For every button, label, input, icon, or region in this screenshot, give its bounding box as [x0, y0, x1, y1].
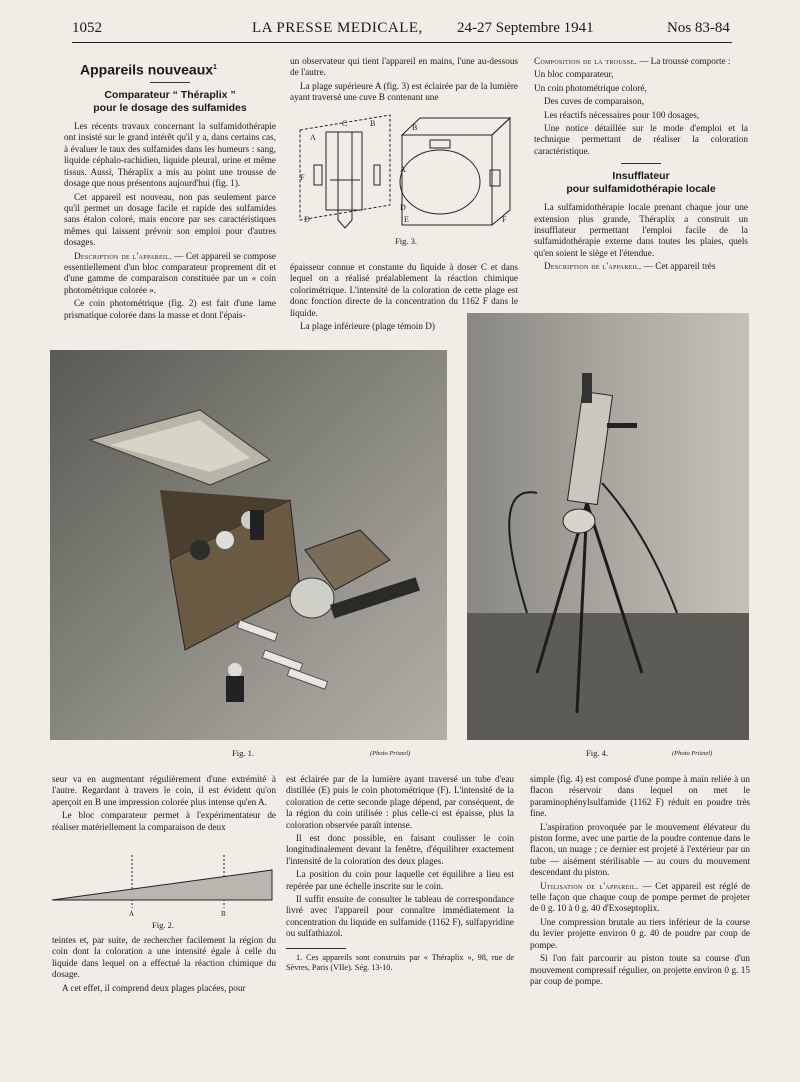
fig3-label: A	[310, 133, 316, 142]
column-1-top	[64, 58, 276, 323]
paragraph: Le bloc comparateur permet à l'expérimentateur de réaliser matériellement la comparaison de deux	[52, 810, 276, 832]
figure-1-credit: (Photo Prisnel)	[370, 750, 411, 757]
fig3-label: F	[300, 173, 305, 182]
paragraph: Utilisation de l'appareil. — Cet appareil est réglé de telle façon que chaque coup de pompe permet de projeter de 0 g. 10 à 0 g. 40 d'Exoseptoplix.	[530, 880, 750, 914]
column-3-bottom	[530, 774, 750, 989]
figure-3-diagram	[290, 110, 518, 240]
column-1-bottom	[52, 774, 276, 835]
paragraph: La plage inférieure (plage témoin D)	[300, 321, 435, 332]
figure-2-diagram	[52, 850, 276, 920]
fig2-label-a: A	[129, 910, 135, 918]
page-header	[72, 20, 732, 43]
issue-date: 24-27 Septembre 1941	[457, 20, 594, 36]
divider	[150, 82, 190, 83]
fig3-label: B	[370, 119, 376, 128]
paragraph: La sulfamidothérapie locale prenant chaque jour une extension plus grande, Théraplix a construit un insufflateur permettant l'emploi facile de la sulfamidothérapie externe dans toutes les plaies, quels qu'en soient le siège et l'étendue.	[534, 202, 748, 258]
composition-item: Un coin photométrique coloré,	[534, 82, 647, 93]
composition-item: Une notice détaillée sur le mode d'emploi et la technique permettant de réaliser la coloration caractéristique.	[534, 123, 748, 156]
paragraph: Description de l'appareil. — Cet appareil se compose essentiellement d'un bloc comparateur proprement dit et d'une gamme de comparaison constituée par un « coin photométrique colorée ».	[64, 250, 277, 295]
fig3-label: C	[342, 119, 348, 128]
paragraph: Description de l'appareil. — Cet appareil très	[544, 261, 716, 272]
paragraph: un observateur qui tient l'appareil en mains, l'une au-dessous de l'autre.	[290, 56, 518, 78]
composition-item: Les réactifs nécessaires pour 100 dosages,	[544, 109, 700, 120]
paragraph: Les récents travaux concernant la sulfamidothérapie ont insisté sur le grand intérêt qu'il y a, dans certains cas, à évaluer le taux des sulfamides dans les humeurs : sang, liquide céphalo-rachidien, liquide pleural, urine et même tissus. Aussi, Théraplix a mis au point une trousse de dosage que nous présentons aujourd'hui (fig. 1).	[64, 121, 276, 189]
section-title: Appareils nouveaux$^1$	[80, 61, 217, 78]
paragraph: seur va en augmentant régulièrement d'une extrémité à l'autre. Regardant à travers le coin, il est évident qu'on aperçoit en B une impression colorée plus intense qu'en A.	[52, 774, 276, 807]
composition-item: Des cuves de comparaison,	[544, 96, 645, 107]
figure-1-photo	[50, 350, 447, 740]
column-1-end	[52, 935, 276, 996]
fig3-label: F	[502, 215, 507, 224]
paragraph: Il suffit ensuite de consulter le tableau de correspondance livré avec l'appareil pour connaître immédiatement la concentration du liquide en sulfamide (1162 F), sulfapyridine ou sulfathiazol.	[286, 894, 514, 939]
composition-item: Un bloc comparateur,	[534, 69, 614, 80]
divider	[621, 163, 661, 164]
column-2-bottom	[286, 774, 514, 975]
column-3-top	[534, 56, 748, 275]
figure-4-credit: (Photo Prisnel)	[672, 750, 713, 757]
paragraph: L'aspiration provoquée par le mouvement élévateur du piston forme, avec une partie de la poudre contenue dans le flacon, un nuage ; ce dernier est projeté à l'extérieur par un tube — aisément stérilisable — au cours du mouvement descendant du piston.	[530, 821, 750, 878]
footnote-divider	[286, 948, 346, 949]
figure-2-caption: Fig. 2.	[152, 920, 174, 930]
fig3-label: B	[412, 123, 418, 132]
fig3-label: D	[400, 203, 406, 212]
figure-3-caption: Fig. 3.	[395, 236, 417, 246]
footnote: 1. Ces appareils sont construits par « Théraplix », 98, rue de Sèvres, Paris (VIIe). Ség. 13-10.	[286, 952, 514, 972]
paragraph: Cet appareil est nouveau, non pas seulement parce qu'il permet un dosage facile et rapide des sulfamides sans étalon coloré, mais encore par ses caractéristiques mêmes qui laissent prévoir son emploi pour d'autres dosages.	[64, 191, 276, 248]
article1-title: Comparateur “ Théraplix ” pour le dosage des sulfamides	[93, 89, 247, 115]
paragraph: Si l'on fait parcourir au piston toute sa course d'un mouvement compressif régulier, on projette environ 0 g. 15 par coup de pompe.	[530, 953, 750, 986]
composition-intro: Composition de la trousse. — La trousse comporte :	[534, 56, 731, 66]
paragraph: Une compression brutale au tiers inférieur de la course du levier projette environ 0 g. 40 de poudre par coup de pompe.	[530, 916, 750, 950]
paragraph: est éclairée par de la lumière ayant traversé un tube d'eau distillée (E) puis le coin photométrique (F). L'intensité de la coloration de cette seconde plage dépend, par conséquent, de la région du coin utilisée : plus celle-ci est épaisse, plus la coloration observée paraît intense.	[286, 774, 514, 830]
paragraph: simple (fig. 4) est composé d'une pompe à main reliée à un flacon réservoir dans lequel on met le paraminophénylsulfamide (1162 F) réduit en poudre très fine.	[530, 774, 750, 819]
column-2-top	[290, 56, 518, 106]
paragraph: teintes et, par suite, de rechercher facilement la région du coin dont la coloration a une intensité égale à celle du liquide dans lequel on a effectué la réaction chimique du dosage.	[52, 935, 276, 980]
paragraph: La position du coin pour laquelle cet équilibre a lieu est repérée par une échelle inscrite sur le coin.	[286, 869, 514, 891]
fig3-label: E	[404, 215, 409, 224]
paragraph: Ce coin photométrique (fig. 2) est fait d'une lame prismatique colorée dans la masse et dont l'épais-	[64, 298, 276, 320]
issue-number: Nos 83-84	[667, 20, 730, 36]
fig2-label-b: B	[221, 910, 226, 918]
paragraph: épaisseur connue et constante du liquide à doser C et dans lequel on a réalisé préalablement la réaction chimique colorimétrique. L'intensité de la coloration de cette plage est donc fonction directe de la concentration du 1162 F dans le liquide.	[290, 262, 518, 318]
figure-1-caption: Fig. 1.	[232, 748, 254, 758]
fig3-label: A	[400, 165, 406, 174]
paragraph: Il est donc possible, en faisant coulisser le coin longitudinalement devant la fenêtre, d'équilibrer exactement l'intensité de la coloration des deux plages.	[286, 833, 514, 866]
paragraph: A cet effet, il comprend deux plages placées, pour	[62, 982, 246, 993]
figure-4-caption: Fig. 4.	[586, 748, 608, 758]
article2-title: Insufflateur pour sulfamidothérapie locale	[566, 170, 716, 196]
paragraph: La plage supérieure A (fig. 3) est éclairée par de la lumière ayant traversé une cuve B contenant une	[290, 80, 518, 103]
fig3-label: D	[304, 215, 310, 224]
journal-title: LA PRESSE MEDICALE,	[252, 20, 423, 36]
figure-4-photo	[467, 313, 749, 740]
page-number: 1052	[72, 20, 102, 36]
